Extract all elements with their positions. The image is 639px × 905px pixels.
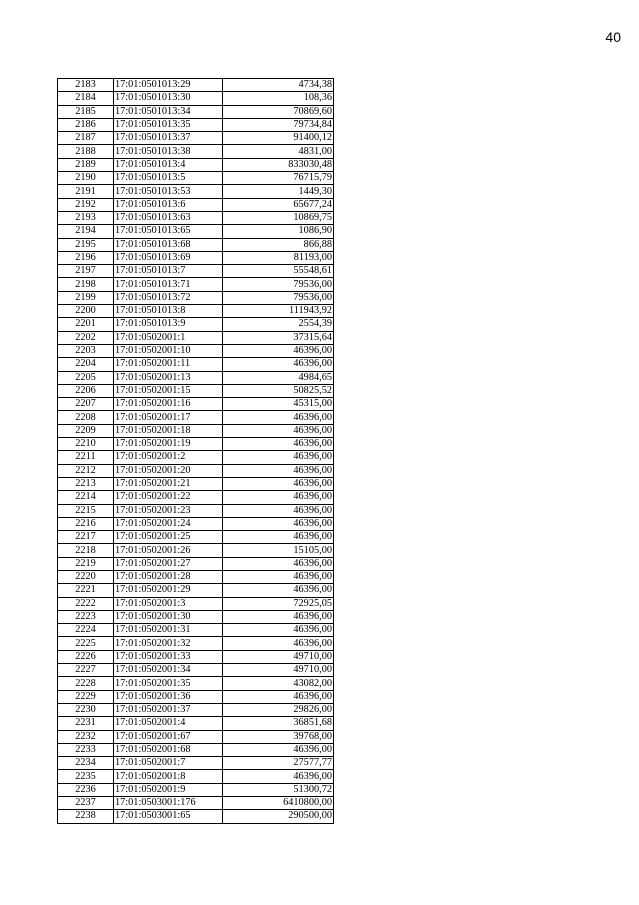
cadastral-number-cell: 17:01:0501013:37 [114, 132, 223, 145]
table-row [58, 491, 334, 504]
table-row [58, 570, 334, 583]
cadastral-number-cell: 17:01:0501013:34 [114, 105, 223, 118]
cadastral-number-cell: 17:01:0502001:21 [114, 477, 223, 490]
row-number-cell: 2214 [58, 491, 114, 504]
cadastral-number-cell: 17:01:0502001:25 [114, 531, 223, 544]
table-row [58, 172, 334, 185]
table-row [58, 371, 334, 384]
cadastral-number-cell: 17:01:0501013:5 [114, 172, 223, 185]
cadastral-number-cell: 17:01:0502001:18 [114, 424, 223, 437]
table-row [58, 504, 334, 517]
value-cell: 290500,00 [223, 810, 334, 823]
cadastral-number-cell: 17:01:0501013:69 [114, 251, 223, 264]
table-row [58, 424, 334, 437]
table-row [58, 384, 334, 397]
table-row [58, 690, 334, 703]
value-cell: 51300,72 [223, 783, 334, 796]
table-row [58, 677, 334, 690]
value-cell: 79734,84 [223, 118, 334, 131]
table-body [58, 79, 334, 824]
value-cell: 46396,00 [223, 637, 334, 650]
table-row [58, 743, 334, 756]
table-row [58, 318, 334, 331]
row-number-cell: 2199 [58, 291, 114, 304]
cadastral-number-cell: 17:01:0501013:4 [114, 158, 223, 171]
value-cell: 46396,00 [223, 411, 334, 424]
table-row [58, 158, 334, 171]
value-cell: 46396,00 [223, 438, 334, 451]
cadastral-number-cell: 17:01:0502001:33 [114, 650, 223, 663]
cadastral-number-cell: 17:01:0502001:26 [114, 544, 223, 557]
table-row [58, 118, 334, 131]
row-number-cell: 2217 [58, 531, 114, 544]
table-row [58, 198, 334, 211]
row-number-cell: 2200 [58, 305, 114, 318]
row-number-cell: 2231 [58, 717, 114, 730]
row-number-cell: 2225 [58, 637, 114, 650]
value-cell: 4734,38 [223, 79, 334, 92]
cadastral-number-cell: 17:01:0502001:9 [114, 783, 223, 796]
cadastral-number-cell: 17:01:0502001:34 [114, 664, 223, 677]
table-row [58, 211, 334, 224]
cadastral-number-cell: 17:01:0502001:13 [114, 371, 223, 384]
value-cell: 70869,60 [223, 105, 334, 118]
table-row [58, 557, 334, 570]
table-row [58, 531, 334, 544]
row-number-cell: 2232 [58, 730, 114, 743]
value-cell: 46396,00 [223, 477, 334, 490]
table-row [58, 517, 334, 530]
value-cell: 72925,05 [223, 597, 334, 610]
row-number-cell: 2215 [58, 504, 114, 517]
cadastral-number-cell: 17:01:0501013:7 [114, 265, 223, 278]
table-row [58, 637, 334, 650]
cadastral-number-cell: 17:01:0502001:8 [114, 770, 223, 783]
table-row [58, 145, 334, 158]
row-number-cell: 2221 [58, 584, 114, 597]
table-row [58, 664, 334, 677]
row-number-cell: 2216 [58, 517, 114, 530]
value-cell: 46396,00 [223, 517, 334, 530]
table-row [58, 105, 334, 118]
table-row [58, 92, 334, 105]
table-row [58, 358, 334, 371]
table-row [58, 610, 334, 623]
cadastral-number-cell: 17:01:0502001:2 [114, 451, 223, 464]
row-number-cell: 2219 [58, 557, 114, 570]
cadastral-number-cell: 17:01:0501013:38 [114, 145, 223, 158]
cadastral-number-cell: 17:01:0501013:6 [114, 198, 223, 211]
cadastral-number-cell: 17:01:0502001:22 [114, 491, 223, 504]
cadastral-number-cell: 17:01:0501013:53 [114, 185, 223, 198]
cadastral-number-cell: 17:01:0502001:24 [114, 517, 223, 530]
cadastral-number-cell: 17:01:0502001:19 [114, 438, 223, 451]
table-row [58, 770, 334, 783]
table-row [58, 132, 334, 145]
value-cell: 37315,64 [223, 331, 334, 344]
table-row [58, 79, 334, 92]
table-row [58, 757, 334, 770]
table-row [58, 251, 334, 264]
row-number-cell: 2211 [58, 451, 114, 464]
cadastral-number-cell: 17:01:0501013:65 [114, 225, 223, 238]
value-cell: 46396,00 [223, 584, 334, 597]
row-number-cell: 2193 [58, 211, 114, 224]
value-cell: 79536,00 [223, 278, 334, 291]
table-row [58, 810, 334, 823]
cadastral-number-cell: 17:01:0502001:1 [114, 331, 223, 344]
value-cell: 10869,75 [223, 211, 334, 224]
value-cell: 15105,00 [223, 544, 334, 557]
cadastral-number-cell: 17:01:0502001:35 [114, 677, 223, 690]
table-row [58, 238, 334, 251]
value-cell: 46396,00 [223, 570, 334, 583]
cadastral-value-table [57, 78, 334, 824]
page-number: 40 [605, 29, 621, 45]
cadastral-number-cell: 17:01:0502001:11 [114, 358, 223, 371]
value-cell: 2554,39 [223, 318, 334, 331]
cadastral-number-cell: 17:01:0501013:29 [114, 79, 223, 92]
cadastral-number-cell: 17:01:0502001:20 [114, 464, 223, 477]
cadastral-number-cell: 17:01:0501013:72 [114, 291, 223, 304]
row-number-cell: 2236 [58, 783, 114, 796]
cadastral-number-cell: 17:01:0502001:31 [114, 624, 223, 637]
cadastral-number-cell: 17:01:0502001:15 [114, 384, 223, 397]
row-number-cell: 2184 [58, 92, 114, 105]
cadastral-number-cell: 17:01:0502001:68 [114, 743, 223, 756]
cadastral-number-cell: 17:01:0501013:9 [114, 318, 223, 331]
value-cell: 46396,00 [223, 451, 334, 464]
value-cell: 91400,12 [223, 132, 334, 145]
row-number-cell: 2229 [58, 690, 114, 703]
value-cell: 46396,00 [223, 344, 334, 357]
table-row [58, 305, 334, 318]
row-number-cell: 2212 [58, 464, 114, 477]
table-row [58, 331, 334, 344]
cadastral-number-cell: 17:01:0502001:4 [114, 717, 223, 730]
row-number-cell: 2203 [58, 344, 114, 357]
table-row [58, 451, 334, 464]
row-number-cell: 2226 [58, 650, 114, 663]
value-cell: 46396,00 [223, 464, 334, 477]
row-number-cell: 2208 [58, 411, 114, 424]
cadastral-number-cell: 17:01:0501013:35 [114, 118, 223, 131]
value-cell: 46396,00 [223, 770, 334, 783]
row-number-cell: 2233 [58, 743, 114, 756]
value-cell: 43082,00 [223, 677, 334, 690]
row-number-cell: 2188 [58, 145, 114, 158]
row-number-cell: 2197 [58, 265, 114, 278]
value-cell: 36851,68 [223, 717, 334, 730]
cadastral-number-cell: 17:01:0501013:8 [114, 305, 223, 318]
row-number-cell: 2195 [58, 238, 114, 251]
cadastral-number-cell: 17:01:0502001:30 [114, 610, 223, 623]
value-cell: 46396,00 [223, 690, 334, 703]
value-cell: 50825,52 [223, 384, 334, 397]
value-cell: 46396,00 [223, 743, 334, 756]
cadastral-number-cell: 17:01:0502001:7 [114, 757, 223, 770]
value-cell: 81193,00 [223, 251, 334, 264]
row-number-cell: 2237 [58, 797, 114, 810]
table-row [58, 291, 334, 304]
value-cell: 46396,00 [223, 610, 334, 623]
value-cell: 46396,00 [223, 531, 334, 544]
cadastral-number-cell: 17:01:0502001:32 [114, 637, 223, 650]
row-number-cell: 2218 [58, 544, 114, 557]
table-row [58, 411, 334, 424]
value-cell: 4984,65 [223, 371, 334, 384]
table-row [58, 398, 334, 411]
value-cell: 46396,00 [223, 557, 334, 570]
table-row [58, 797, 334, 810]
value-cell: 4831,00 [223, 145, 334, 158]
value-cell: 108,36 [223, 92, 334, 105]
cadastral-number-cell: 17:01:0501013:63 [114, 211, 223, 224]
cadastral-number-cell: 17:01:0501013:68 [114, 238, 223, 251]
value-cell: 45315,00 [223, 398, 334, 411]
table-row [58, 265, 334, 278]
value-cell: 6410800,00 [223, 797, 334, 810]
row-number-cell: 2234 [58, 757, 114, 770]
row-number-cell: 2224 [58, 624, 114, 637]
row-number-cell: 2238 [58, 810, 114, 823]
value-cell: 1086,90 [223, 225, 334, 238]
table-row [58, 783, 334, 796]
cadastral-number-cell: 17:01:0501013:30 [114, 92, 223, 105]
row-number-cell: 2183 [58, 79, 114, 92]
table-row [58, 730, 334, 743]
cadastral-number-cell: 17:01:0502001:17 [114, 411, 223, 424]
row-number-cell: 2228 [58, 677, 114, 690]
cadastral-number-cell: 17:01:0503001:176 [114, 797, 223, 810]
row-number-cell: 2189 [58, 158, 114, 171]
value-cell: 65677,24 [223, 198, 334, 211]
row-number-cell: 2187 [58, 132, 114, 145]
cadastral-number-cell: 17:01:0502001:27 [114, 557, 223, 570]
value-cell: 866,88 [223, 238, 334, 251]
value-cell: 79536,00 [223, 291, 334, 304]
row-number-cell: 2209 [58, 424, 114, 437]
value-cell: 1449,30 [223, 185, 334, 198]
table-row [58, 225, 334, 238]
row-number-cell: 2213 [58, 477, 114, 490]
row-number-cell: 2196 [58, 251, 114, 264]
row-number-cell: 2207 [58, 398, 114, 411]
cadastral-number-cell: 17:01:0502001:67 [114, 730, 223, 743]
row-number-cell: 2185 [58, 105, 114, 118]
row-number-cell: 2223 [58, 610, 114, 623]
cadastral-number-cell: 17:01:0502001:3 [114, 597, 223, 610]
cadastral-number-cell: 17:01:0502001:29 [114, 584, 223, 597]
value-cell: 39768,00 [223, 730, 334, 743]
value-cell: 55548,61 [223, 265, 334, 278]
table-row [58, 650, 334, 663]
table-row [58, 717, 334, 730]
cadastral-number-cell: 17:01:0502001:16 [114, 398, 223, 411]
table-row [58, 544, 334, 557]
row-number-cell: 2202 [58, 331, 114, 344]
cadastral-number-cell: 17:01:0502001:10 [114, 344, 223, 357]
row-number-cell: 2186 [58, 118, 114, 131]
cadastral-number-cell: 17:01:0501013:71 [114, 278, 223, 291]
row-number-cell: 2192 [58, 198, 114, 211]
table-row [58, 703, 334, 716]
value-cell: 833030,48 [223, 158, 334, 171]
row-number-cell: 2201 [58, 318, 114, 331]
table-row [58, 438, 334, 451]
value-cell: 46396,00 [223, 424, 334, 437]
row-number-cell: 2190 [58, 172, 114, 185]
row-number-cell: 2194 [58, 225, 114, 238]
table-row [58, 464, 334, 477]
table-row [58, 584, 334, 597]
row-number-cell: 2227 [58, 664, 114, 677]
cadastral-number-cell: 17:01:0503001:65 [114, 810, 223, 823]
row-number-cell: 2198 [58, 278, 114, 291]
row-number-cell: 2235 [58, 770, 114, 783]
table-row [58, 477, 334, 490]
row-number-cell: 2230 [58, 703, 114, 716]
table-row [58, 344, 334, 357]
cadastral-number-cell: 17:01:0502001:37 [114, 703, 223, 716]
value-cell: 46396,00 [223, 491, 334, 504]
cadastral-number-cell: 17:01:0502001:28 [114, 570, 223, 583]
row-number-cell: 2205 [58, 371, 114, 384]
row-number-cell: 2210 [58, 438, 114, 451]
value-cell: 49710,00 [223, 664, 334, 677]
row-number-cell: 2220 [58, 570, 114, 583]
cadastral-number-cell: 17:01:0502001:36 [114, 690, 223, 703]
value-cell: 49710,00 [223, 650, 334, 663]
table-row [58, 597, 334, 610]
table-row [58, 185, 334, 198]
cadastral-number-cell: 17:01:0502001:23 [114, 504, 223, 517]
row-number-cell: 2206 [58, 384, 114, 397]
row-number-cell: 2191 [58, 185, 114, 198]
table-row [58, 624, 334, 637]
value-cell: 76715,79 [223, 172, 334, 185]
row-number-cell: 2222 [58, 597, 114, 610]
value-cell: 27577,77 [223, 757, 334, 770]
table-row [58, 278, 334, 291]
value-cell: 29826,00 [223, 703, 334, 716]
value-cell: 46396,00 [223, 504, 334, 517]
value-cell: 46396,00 [223, 624, 334, 637]
value-cell: 46396,00 [223, 358, 334, 371]
value-cell: 111943,92 [223, 305, 334, 318]
row-number-cell: 2204 [58, 358, 114, 371]
